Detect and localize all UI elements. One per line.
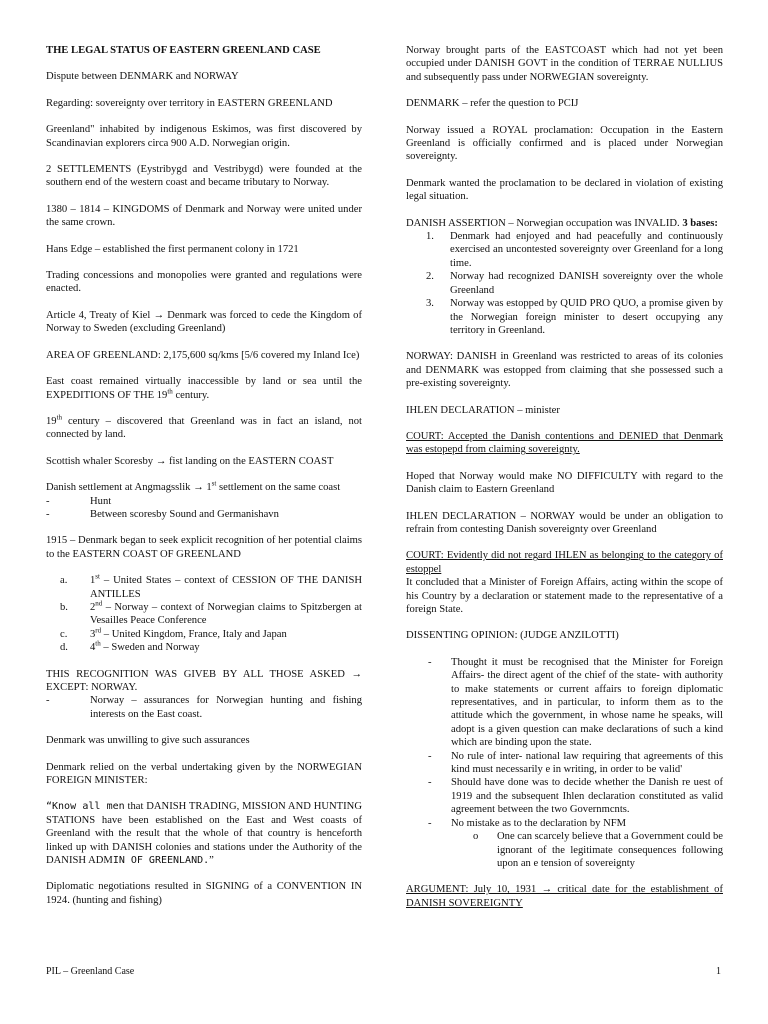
text: settlement on the same coast [216,482,341,494]
document-title: THE LEGAL STATUS OF EASTERN GREENLAND CASE [46,45,321,56]
text: Norway had recognized DANISH sovereignty over the whole Greenland [450,271,723,296]
paragraph: THIS RECOGNITION WAS GIVEB BY ALL THOSE ASKED → EXCEPT: NORWAY. [46,668,362,693]
paragraph: IHLEN DECLARATION – minister [406,404,560,416]
superscript: th [95,639,101,648]
superscript: nd [95,599,103,608]
list-marker: a. [60,575,68,587]
sub-list [451,830,723,870]
paragraph: 1915 – Denmark began to seek explicit recognition of her potential claims to the EASTERN COAST OF GREENLAND [46,535,362,560]
list-item [406,817,723,871]
dash-list [46,495,362,522]
text: – United Kingdom, France, Italy and Japan [101,628,287,640]
list-item [46,574,362,601]
paragraph: Regarding: sovereignty over territory in EASTERN GREENLAND [46,97,333,109]
list-item: - Thought it must be recognised that the Minister for Foreign Affairs- the direct agent of the chief of the state- with authority to make statements or current affairs to foreign diplomatic representatives, and in particular, to inform them as to the attitude which the government, in whose name he speaks, will adopt is a given question can make declarations of such a kind which are binding upon the state. [406,656,723,750]
underlined-paragraph: COURT: Evidently did not regard IHLEN as belonging to the category of estoppel [406,550,723,575]
text: Norway was estopped by QUID PRO QUO, a promise given by the Norwegian foreign minister to desert occupying any territory in Greenland. [450,298,723,336]
text: No mistake as to the declaration by NFM [451,817,627,829]
superscript: th [56,413,63,422]
text: 1 [90,575,96,587]
paragraph: Hoped that Norway would make NO DIFFICULTY with regard to the Danish claim to Eastern Greenland [406,470,723,496]
page-number: 1 [716,966,721,977]
list-item: - No rule of inter- national law requiring that agreements of this kind must necessarily e in writing, in order to be valid' [406,750,723,777]
text: 4 [90,642,96,654]
right-column [406,44,723,923]
sub-list-item: o One can scarcely believe that a Government could be ignorant of the legitimate consequences following upon an e tension of sovereignty [451,830,723,870]
paragraph: Article 4, Treaty of Kiel → Denmark was forced to cede the Kingdom of Norway to Sweden (excluding Greenland) [46,309,362,335]
text: that DANISH TRADING, MISSION AND HUNTING STATIONS have been established on the East and West coasts of Greenland with the result that the whole of that country is henceforth linked up with DANISH colonies and stations under the Authority of the DANISH ADM [46,801,362,867]
paragraph: 1380 – 1814 – KINGDOMS of Denmark and Norway were united under the same crown. [46,203,362,229]
footer-label: PIL – Greenland Case [46,966,135,977]
list-marker: 1. [426,231,434,243]
paragraph: NORWAY: DANISH in Greenland was restricted to areas of its colonies and DENMARK was estopped from claiming that she possessed such a pre-existing sovereignty. [406,351,723,390]
underlined-paragraph: COURT: Accepted the Danish contentions and DENIED that Denmark was estopepd from claiming sovereignty. [406,430,723,456]
list-marker: c. [60,628,68,640]
paragraph: Norway brought parts of the EASTCOAST which had not yet been occupied under DANISH GOVT in the condition of TERRAE NULLIUS and subsequently pass under NORWEGIAN sovereignty. [406,45,723,83]
dash-list [46,694,362,721]
list-marker: b. [60,601,68,613]
list-marker: 2. [426,271,434,283]
list-item: - Should have done was to decide whether the Danish re uest of 1919 and the subsequent Ihlen declaration constituted as valid agreement between the two Governmcnts. [406,776,723,816]
recognition-list [46,574,362,654]
text: century. [172,389,210,401]
text: Danish settlement at Angmagsslik → 1 [46,482,212,494]
list-item: - Norway – assurances for Norwegian hunting and fishing interests on the East coast. [46,694,362,721]
list-item [46,601,362,628]
paragraph: DISSENTING OPINION: (JUDGE ANZILOTTI) [406,630,619,642]
paragraph: Trading concessions and monopolies were granted and regulations were enacted. [46,270,362,295]
text: – Sweden and Norway [100,642,200,654]
paragraph: Hans Edge – established the first permanent colony in 1721 [46,243,299,255]
text: century – discovered that Greenland was in fact an island, not connected by land. [46,415,362,441]
paragraph: DENMARK – refer the question to PCIJ [406,98,579,110]
paragraph: Denmark wanted the proclamation to be declared in violation of existing legal situation. [406,177,723,203]
superscript: st [211,479,217,488]
list-item [46,641,362,654]
paragraph [46,415,362,442]
superscript: st [95,572,100,581]
paragraph: Denmark was unwilling to give such assurances [46,735,250,747]
paragraph [46,481,362,494]
superscript: th [167,386,173,395]
paragraph: Scottish whaler Scoresby → fist landing on the EASTERN COAST [46,455,334,467]
bases-list [406,230,723,337]
paragraph: Diplomatic negotiations resulted in SIGNING of a CONVENTION IN 1924. (hunting and fishing) [46,881,362,906]
text: 2 [90,601,96,613]
list-item [406,230,723,270]
paragraph: It concluded that a Minister of Foreign Affairs, acting within the scope of his Country by a declaration or statement made to the representative of a foreign State. [406,577,723,615]
paragraph: Denmark relied on the verbal undertaking given by the NORWEGIAN FOREIGN MINISTER: [46,761,362,787]
list-item: - Hunt [46,495,362,508]
list-item [406,270,723,297]
text: ” [209,855,214,867]
dissent-list [406,656,723,871]
text: DANISH ASSERTION – Norwegian occupation was INVALID. [406,217,683,229]
underlined-paragraph: ARGUMENT: July 10, 1931 → critical date for the establishment of DANISH SOVEREIGNTY [406,884,723,909]
text: – United States – context of CESSION OF THE DANISH ANTILLES [90,575,362,600]
paragraph: 2 SETTLEMENTS (Eystribygd and Vestribygd) were founded at the southern end of the western coast and became tributary to Norway. [46,164,362,189]
bold-text: 3 bases: [682,217,718,229]
paragraph [406,217,723,230]
superscript: rd [95,626,102,635]
list-marker: 3. [426,298,434,310]
quote-opening: “Know all men [46,801,125,813]
text: – Norway – context of Norwegian claims to Spitzbergen at Vesailles Peace Conference [90,601,362,627]
quote-paragraph [46,800,362,867]
paragraph: Norway issued a ROYAL proclamation: Occupation in the Eastern Greenland is officially confirmed and is placed under Norwegian sovereignty. [406,124,723,163]
left-column [46,44,362,920]
paragraph: Greenland" inhabited by indigenous Eskimos, was first discovered by Scandinavian explorers circa 900 A.D. Norwegian origin. [46,124,362,149]
list-item [406,297,723,337]
list-item [46,628,362,641]
list-item: - Between scoresby Sound and Germanishavn [46,508,362,521]
paragraph: AREA OF GREENLAND: 2,175,600 sq/kms [5/6 covered my Inland Ice) [46,349,360,361]
paragraph: Dispute between DENMARK and NORWAY [46,71,239,83]
text: East coast remained virtually inaccessible by land or sea until the EXPEDITIONS OF THE 19 [46,376,362,401]
quote-tail: IN OF GREENLAND. [112,855,210,867]
text: 19 [46,415,57,427]
paragraph: IHLEN DECLARATION – NORWAY would be under an obligation to refrain from contesting Danish sovereignty over Greenland [406,510,723,535]
text: Denmark had enjoyed and had peacefully and continuously exercised an uncontested sovereignty over Greenland for a long time. [450,231,723,269]
list-marker: d. [60,642,68,654]
paragraph [46,375,362,402]
text: 3 [90,628,96,640]
